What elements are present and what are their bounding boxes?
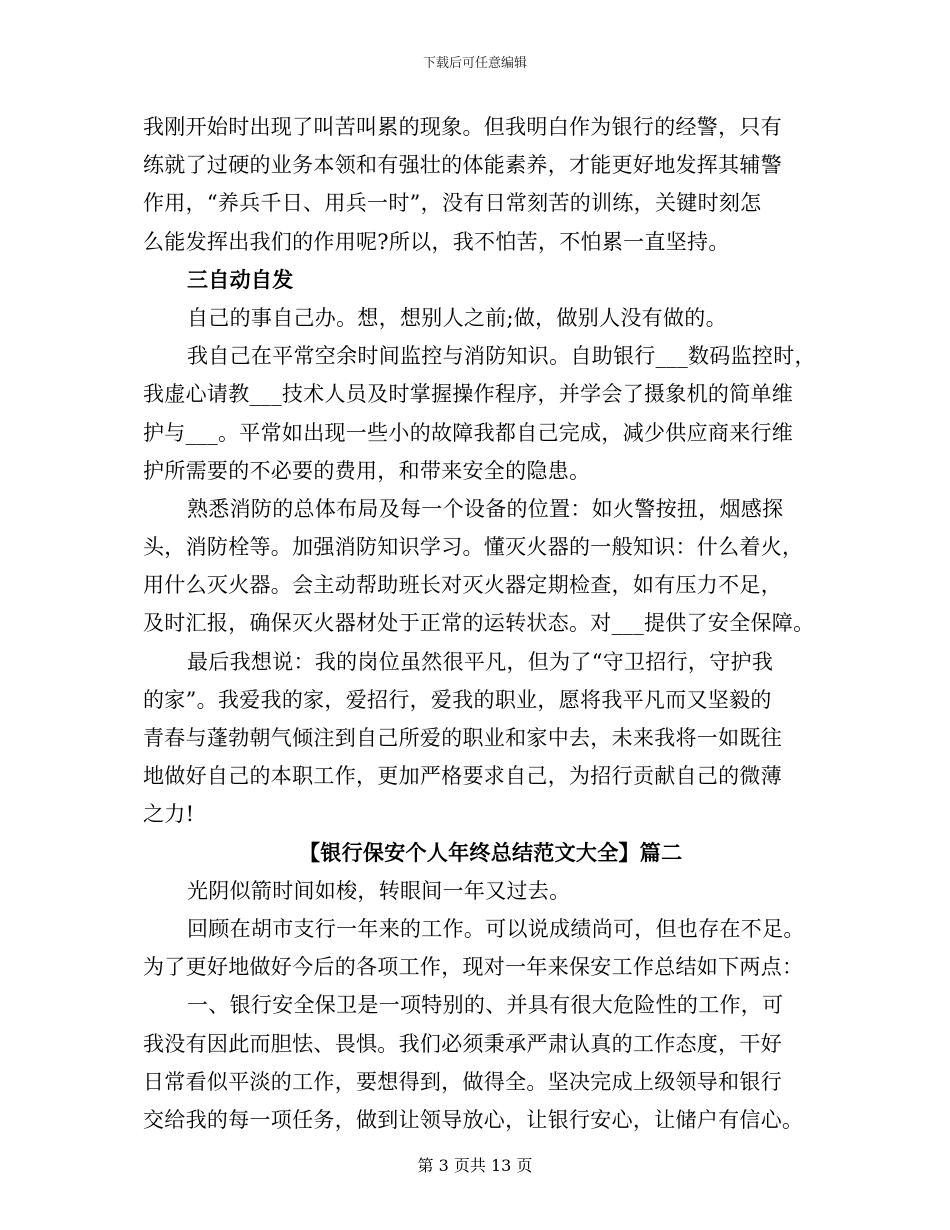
paragraph-line: 一、银行安全保卫是一项特别的、并具有很大危险性的工作，可 bbox=[187, 993, 784, 1018]
paragraph-line: 自己的事自己办。想，想别人之前;做，做别人没有做的。 bbox=[187, 305, 727, 330]
paragraph-line: 日常看似平淡的工作，要想得到，做得全。坚决完成上级领导和银行 bbox=[143, 1069, 782, 1094]
paragraph-line: 青春与蓬勃朝气倾注到自己所爱的职业和家中去，未来我将一如既往 bbox=[143, 726, 782, 750]
paragraph-line: 护所需要的不必要的费用，和带来安全的隐患。 bbox=[143, 458, 591, 483]
paragraph-line: 我刚开始时出现了叫苦叫累的现象。但我明白作为银行的经警，只有 bbox=[143, 115, 782, 139]
paragraph-line: 回顾在胡市支行一年来的工作。可以说成绩尚可，但也存在不足。 bbox=[187, 916, 805, 941]
paragraph-line: 的家”。我爱我的家，爱招行，爱我的职业，愿将我平凡而又坚毅的 bbox=[143, 687, 772, 712]
page-footer: 第 3 页共 13 页 bbox=[417, 1156, 533, 1175]
paragraph-line: 我自己在平常空余时间监控与消防知识。自助银行___数码监控时， bbox=[187, 344, 816, 369]
paragraph-line: 交给我的每一项任务，做到让领导放心，让银行安心，让储户有信心。 bbox=[143, 1107, 804, 1132]
paragraph-line: 我虚心请教___技术人员及时掌握操作程序，并学会了摄象机的简单维 bbox=[143, 382, 794, 407]
paragraph-line: 我没有因此而胆怯、畏惧。我们必须秉承严肃认真的工作态度，干好 bbox=[143, 1031, 782, 1056]
article-title: 【银行保安个人年终总结范文大全】篇二 bbox=[299, 839, 683, 865]
paragraph-line: 头，消防栓等。加强消防知识学习。懂灭火器的一般知识：什么着火， bbox=[143, 535, 804, 560]
paragraph-line: 光阴似箭时间如梭，转眼间一年又过去。 bbox=[187, 878, 571, 903]
paragraph-line: 用什么灭火器。会主动帮助班长对灭火器定期检查，如有压力不足， bbox=[143, 573, 782, 598]
paragraph-line: 及时汇报，确保灭火器材处于正常的运转状态。对___提供了安全保障。 bbox=[143, 611, 815, 636]
paragraph-line: 地做好自己的本职工作，更加严格要求自己，为招行贡献自己的微薄 bbox=[143, 764, 782, 789]
paragraph-line: 作用，“养兵千日、用兵一时”，没有日常刻苦的训练，关键时刻怎 bbox=[143, 191, 762, 216]
paragraph-line: 最后我想说：我的岗位虽然很平凡，但为了“守卫招行，守护我 bbox=[187, 649, 774, 674]
section-heading: 三自动自发 bbox=[187, 266, 294, 292]
paragraph-line: 熟悉消防的总体布局及每一个设备的位置：如火警按扭，烟感探 bbox=[187, 496, 784, 521]
paragraph-line: 护与___。平常如出现一些小的故障我都自己完成，减少供应商来行维 bbox=[143, 420, 794, 445]
paragraph-line: 之力! bbox=[143, 802, 195, 827]
paragraph-line: 么能发挥出我们的作用呢?所以，我不怕苦，不怕累一直坚持。 bbox=[143, 229, 730, 254]
paragraph-line: 练就了过硬的业务本领和有强壮的体能素养，才能更好地发挥其辅警 bbox=[143, 153, 782, 178]
document-body bbox=[143, 108, 815, 1139]
paragraph-line: 为了更好地做好今后的各项工作，现对一年来保安工作总结如下两点： bbox=[143, 955, 804, 980]
page-header: 下载后可任意编辑 bbox=[422, 56, 527, 71]
